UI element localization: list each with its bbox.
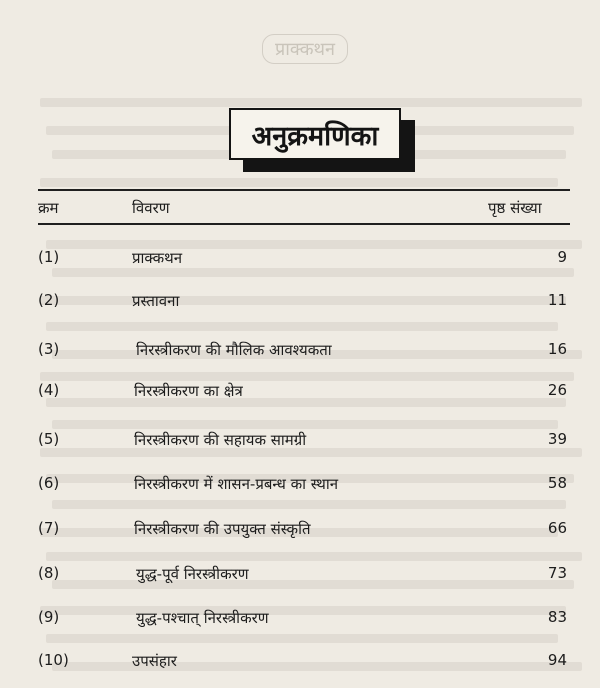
toc-row-page: 26: [547, 381, 567, 399]
page-title: अनुक्रमणिका: [229, 108, 401, 160]
toc-row-number: (8): [38, 564, 60, 582]
table-header-rule: [38, 223, 570, 225]
toc-row-number: (4): [38, 381, 60, 399]
toc-row-number: (1): [38, 248, 60, 266]
toc-row-number: (7): [38, 519, 60, 537]
toc-row-page: 58: [547, 474, 567, 492]
column-header-description: विवरण: [132, 199, 170, 217]
toc-row: [0, 336, 600, 362]
toc-row-page: 9: [557, 248, 567, 266]
toc-row-number: (2): [38, 291, 60, 309]
toc-row: [0, 647, 600, 673]
toc-row-number: (3): [38, 340, 60, 358]
toc-row-page: 94: [547, 651, 567, 669]
column-header-page: पृष्ठ संख्या: [488, 199, 542, 217]
toc-row: [0, 287, 600, 313]
toc-row: [0, 515, 600, 541]
toc-row-title: निरस्त्रीकरण का क्षेत्र: [134, 382, 243, 400]
toc-row-number: (10): [38, 651, 69, 669]
toc-row-title: निरस्त्रीकरण की मौलिक आवश्यकता: [136, 341, 332, 359]
toc-row: [0, 470, 600, 496]
toc-row-title: निरस्त्रीकरण की सहायक सामग्री: [134, 431, 307, 449]
bleed-through-title: प्राक्कथन: [262, 34, 348, 64]
toc-row-page: 83: [547, 608, 567, 626]
toc-row-page: 11: [547, 291, 567, 309]
bleed-through-line: [40, 178, 558, 187]
toc-row-page: 73: [547, 564, 567, 582]
toc-row: [0, 426, 600, 452]
toc-row: [0, 560, 600, 586]
bleed-through-line: [52, 500, 566, 509]
toc-row: [0, 377, 600, 403]
toc-row-title: प्रस्तावना: [132, 292, 180, 310]
column-header-number: क्रम: [38, 199, 59, 217]
toc-row: [0, 604, 600, 630]
toc-row-number: (5): [38, 430, 60, 448]
bleed-through-line: [40, 98, 582, 107]
toc-row-page: 16: [547, 340, 567, 358]
toc-row: [0, 244, 600, 270]
toc-row-title: युद्ध-पूर्व निरस्त्रीकरण: [136, 565, 249, 583]
bleed-through-line: [46, 322, 558, 331]
table-top-rule: [38, 189, 570, 191]
toc-row-number: (6): [38, 474, 60, 492]
toc-row-title: प्राक्कथन: [132, 249, 183, 267]
toc-row-title: निरस्त्रीकरण की उपयुक्त संस्कृति: [134, 520, 311, 538]
toc-row-page: 39: [547, 430, 567, 448]
toc-row-title: उपसंहार: [132, 652, 177, 670]
bleed-through-line: [46, 634, 558, 643]
toc-row-page: 66: [547, 519, 567, 537]
toc-row-title: युद्ध-पश्चात् निरस्त्रीकरण: [136, 609, 269, 627]
toc-row-number: (9): [38, 608, 60, 626]
toc-row-title: निरस्त्रीकरण में शासन-प्रबन्ध का स्थान: [134, 475, 339, 493]
